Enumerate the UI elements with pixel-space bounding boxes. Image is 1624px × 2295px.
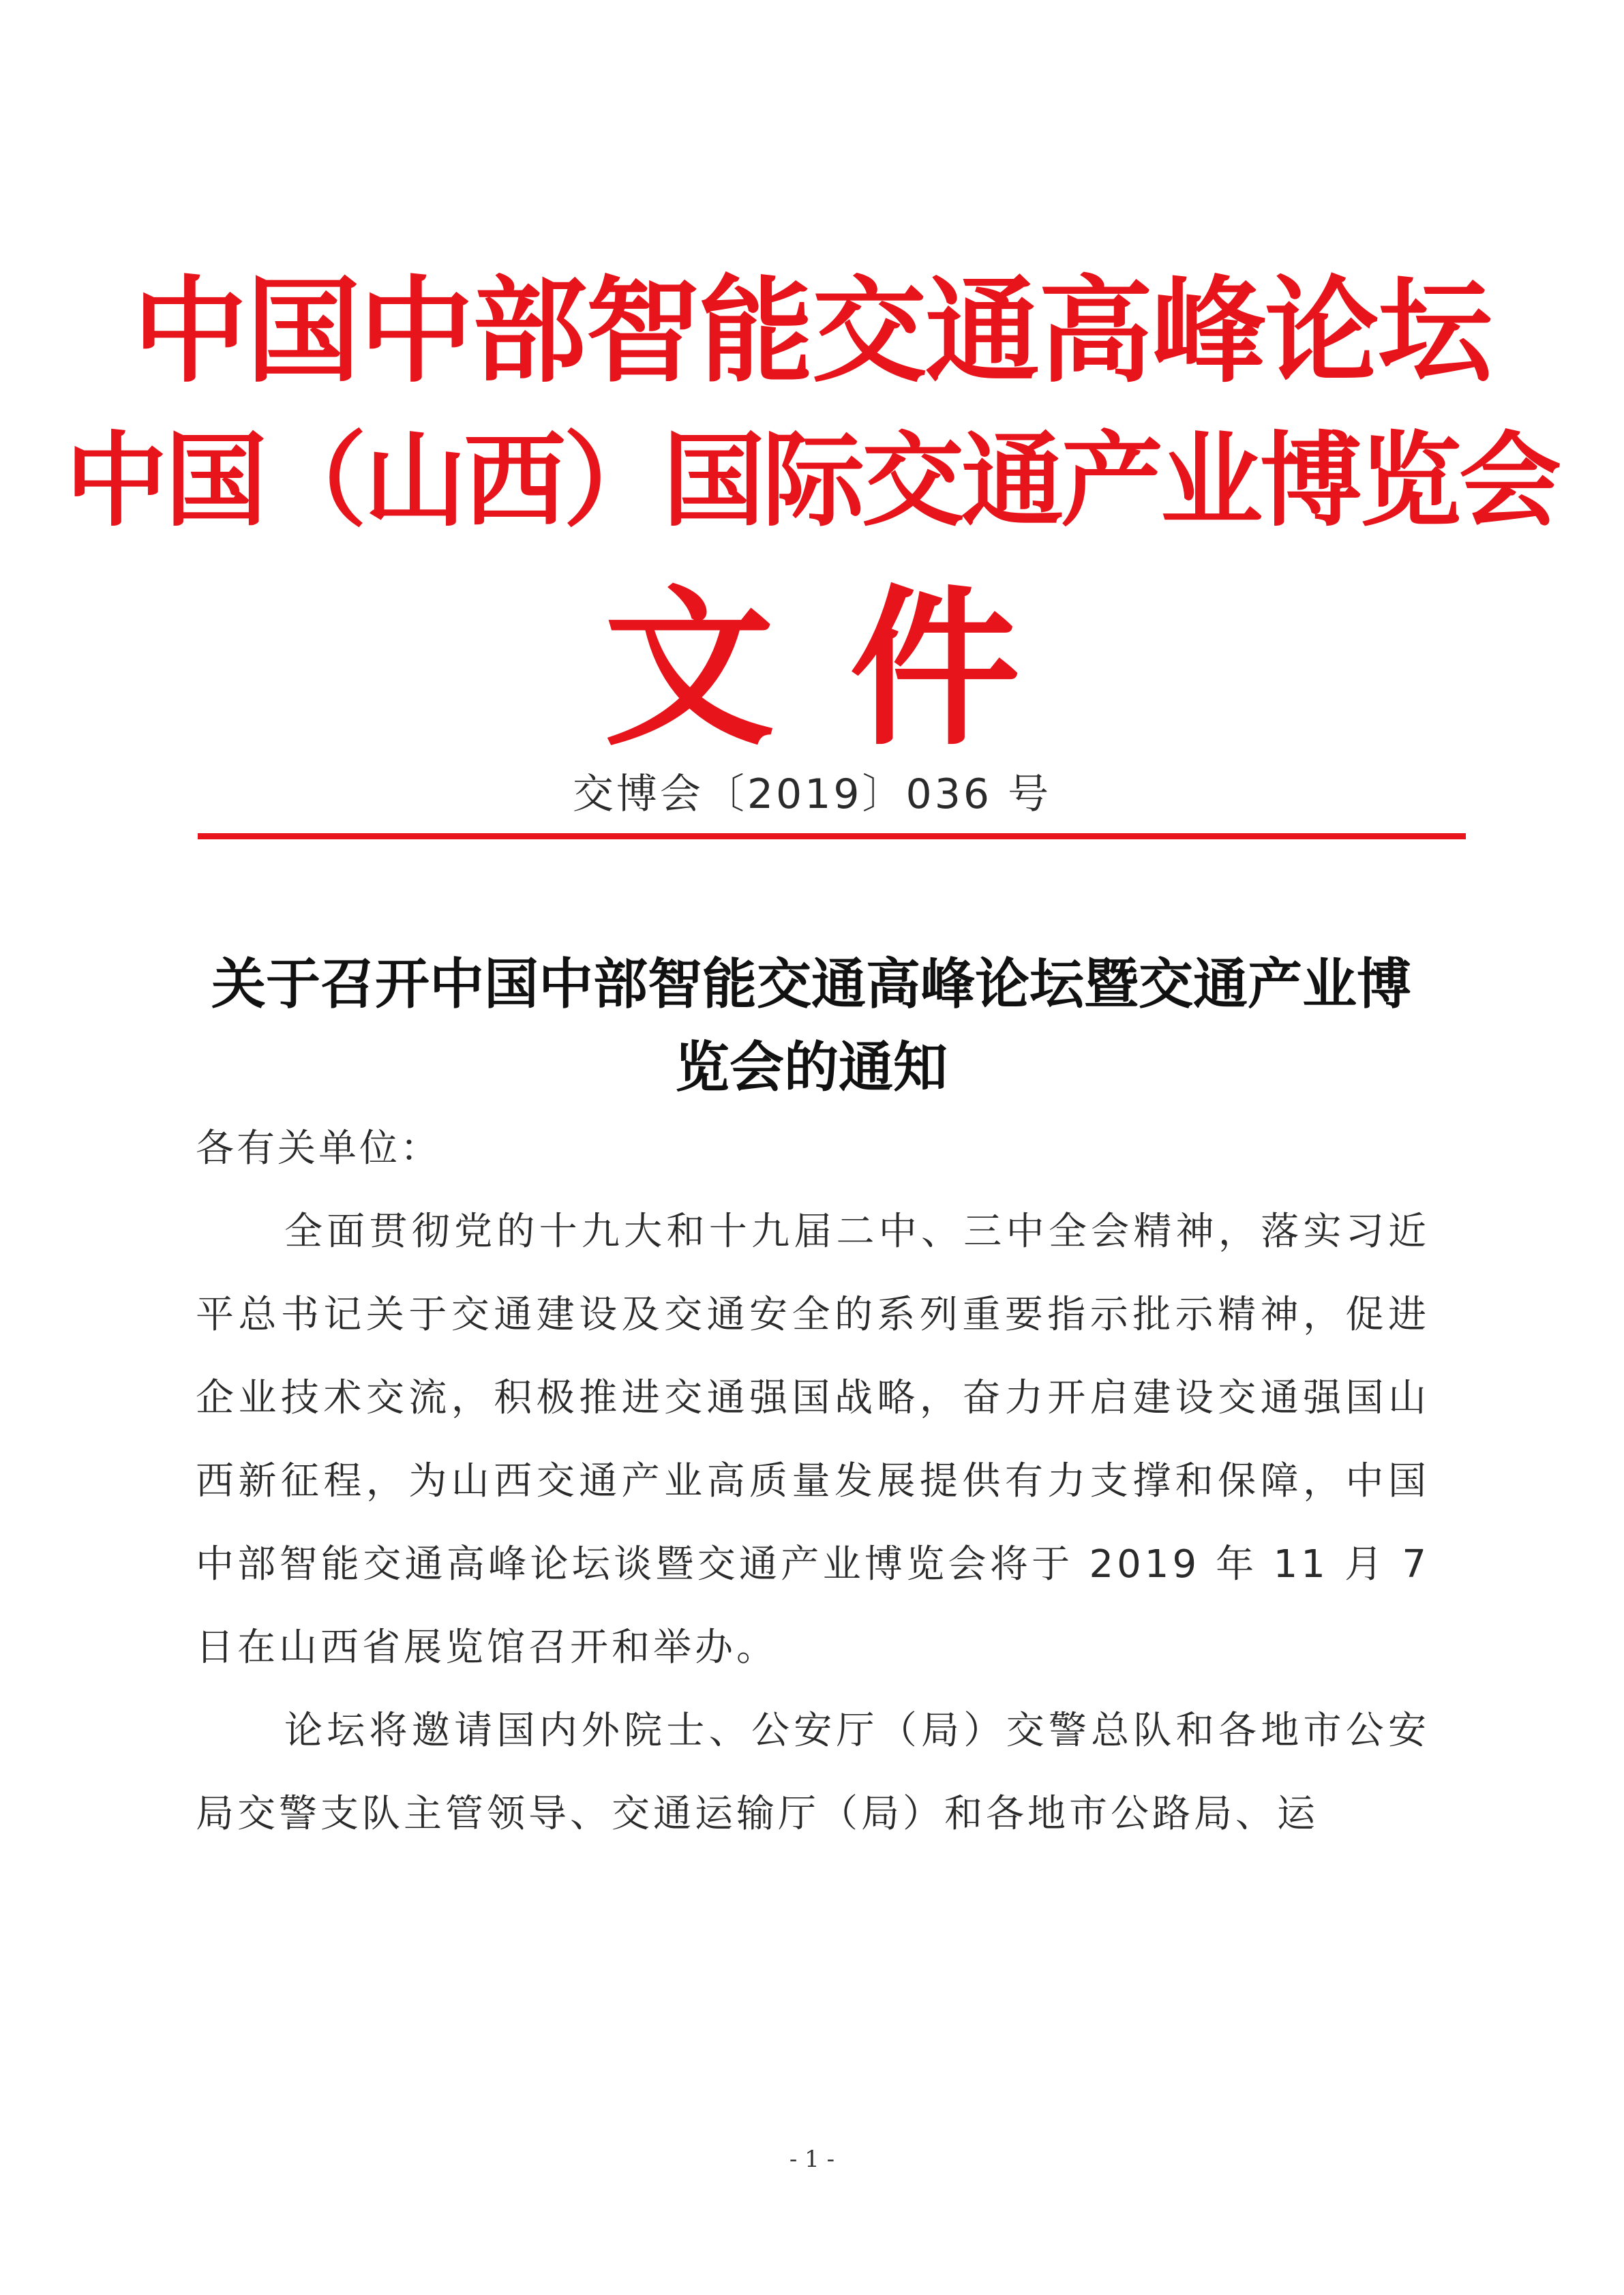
document-number: 交博会〔2019〕036 号 [572,770,1052,818]
body-paragraph: 全面贯彻党的十九大和十九届二中、三中全会精神，落实习近平总书记关于交通建设及交通安全的系列重要指示批示精神，促进企业技术交流，积极推进交通强国战略，奋力开启建设交通强国山西新征程，为山西交通产业高质量发展提供有力支撑和保障，中国中部智能交通高峰论坛谈暨交通产业博览会将于 2019 年 11 月 7 日在山西省展览馆召开和举办。 [196,1210,1430,1670]
red-header-divider [198,833,1466,839]
salutation: 各有关单位： [196,1126,441,1171]
issuing-org-line-1: 中国中部智能交通高峰论坛 [133,263,1491,398]
issuing-org-line-2: 中国（山西）国际交通产业博览会 [65,421,1559,541]
body-paragraph: 论坛将邀请国内外院士、公安厅（局）交警总队和各地市公安局交警支队主管领导、交通运输厅（局）和各地市公路局、运 [196,1709,1430,1836]
page-number: - 1 - [789,2146,835,2173]
notice-title: 关于召开中国中部智能交通高峰论坛暨交通产业博览会的通知 [211,952,1411,1099]
document-word-heading: 文件 [604,568,1095,768]
